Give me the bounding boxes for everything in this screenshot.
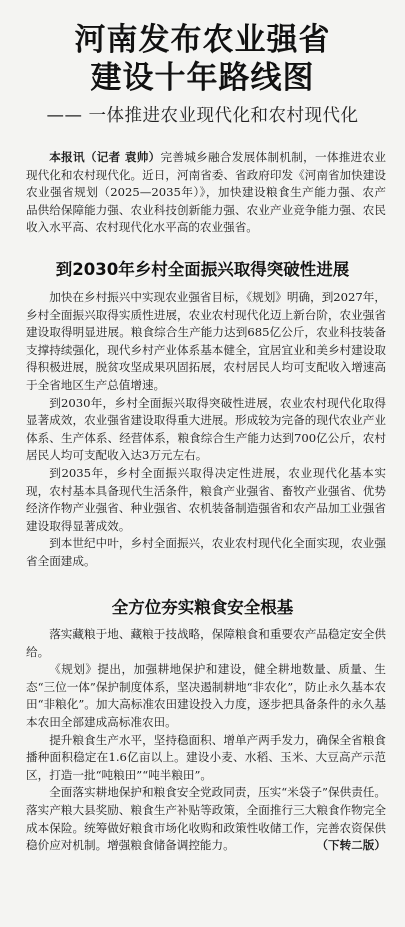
lead-paragraph [26, 149, 386, 237]
byline: 本报讯（记者 袁帅） [49, 150, 161, 164]
subtitle: —— 一体推进农业现代化和农村现代化 [46, 106, 359, 126]
lead-text: 完善城乡融合发展体制机制，一体推进农业现代化和农村现代化。近日，河南省委、省政府印发《河南省加快建设农业强省规划（2025—2035年）》，加快建设粮食生产能力强、农产品供给保障能力强、农业科技创新能力强、农业产业竞争能力强、农民收入水平高、农村现代化水平高的农业强省。 [26, 150, 386, 235]
paragraph: 《规划》提出，加强耕地保护和建设，健全耕地数量、质量、生态“三位一体”保护制度体系，坚决遏制耕地“非农化”，防止永久基本农田“非粮化”。加大高标准农田建设投入力度，逐步把具备条件的永久基本农田全部建成高标准农田。 [26, 662, 386, 729]
paragraph [26, 784, 386, 854]
section-heading-2030: 到2030年乡村全面振兴取得突破性进展 [55, 260, 350, 279]
section-heading-food-security: 全方位夯实粮食安全根基 [111, 598, 294, 617]
paragraph: 落实藏粮于地、藏粮于技战略，保障粮食和重要农产品稳定安全供给。 [26, 627, 386, 659]
section-1-body [26, 289, 386, 571]
paragraph: 到本世纪中叶，乡村全面振兴，农业农村现代化全面实现，农业强省全面建成。 [26, 536, 386, 568]
section-2-body [26, 626, 386, 855]
headline-line-2: 建设十年路线图 [90, 60, 315, 96]
continued-note: （下转二版） [316, 838, 386, 853]
paragraph: 到2030年，乡村全面振兴取得突破性进展，农业农村现代化取得显著成效，农业强省建设取得重大进展。形成较为完备的现代农业产业体系、生产体系、经营体系，粮食综合生产能力达到700亿公斤，农村居民人均可支配收入达3万元左右。 [26, 395, 386, 463]
paragraph: 提升粮食生产水平，坚持稳面积、增单产两手发力，确保全省粮食播种面积稳定在1.6亿亩以上。建设小麦、水稻、玉米、大豆高产示范区，打造一批“吨粮田”“吨半粮田”。 [26, 732, 386, 782]
paragraph: 到2035年，乡村全面振兴取得决定性进展，农业现代化基本实现，农村基本具备现代生活条件，粮食产业强省、畜牧产业强省、优势经济作物产业强省、种业强省、农机装备制造强省和农产品加工业强省建设取得显著成效。 [26, 465, 386, 533]
paragraph: 加快在乡村振兴中实现农业强省目标，《规划》明确，到2027年，乡村全面振兴取得实质性进展，农业农村现代化迈上新台阶，农业强省建设取得明显进展。粮食综合生产能力达到685亿公斤，农业科技装备支撑持续强化，现代乡村产业体系基本健全，宜居宜业和美乡村建设取得积极进展，脱贫攻坚成果巩固拓展，农村居民人均可支配收入增速高于全省地区生产总值增速。 [26, 290, 386, 392]
headline-line-1: 河南发布农业强省 [74, 22, 331, 58]
paragraph-text: 全面落实耕地保护和粮食安全党政同责，压实“米袋子”保供责任。落实产粮大县奖励、粮食生产补贴等政策，全面推行三大粮食作物完全成本保险。统筹做好粮食市场化收购和政策性收储工作，完善农资保供稳价应对机制。增强粮食储备调控能力。 [26, 785, 386, 853]
